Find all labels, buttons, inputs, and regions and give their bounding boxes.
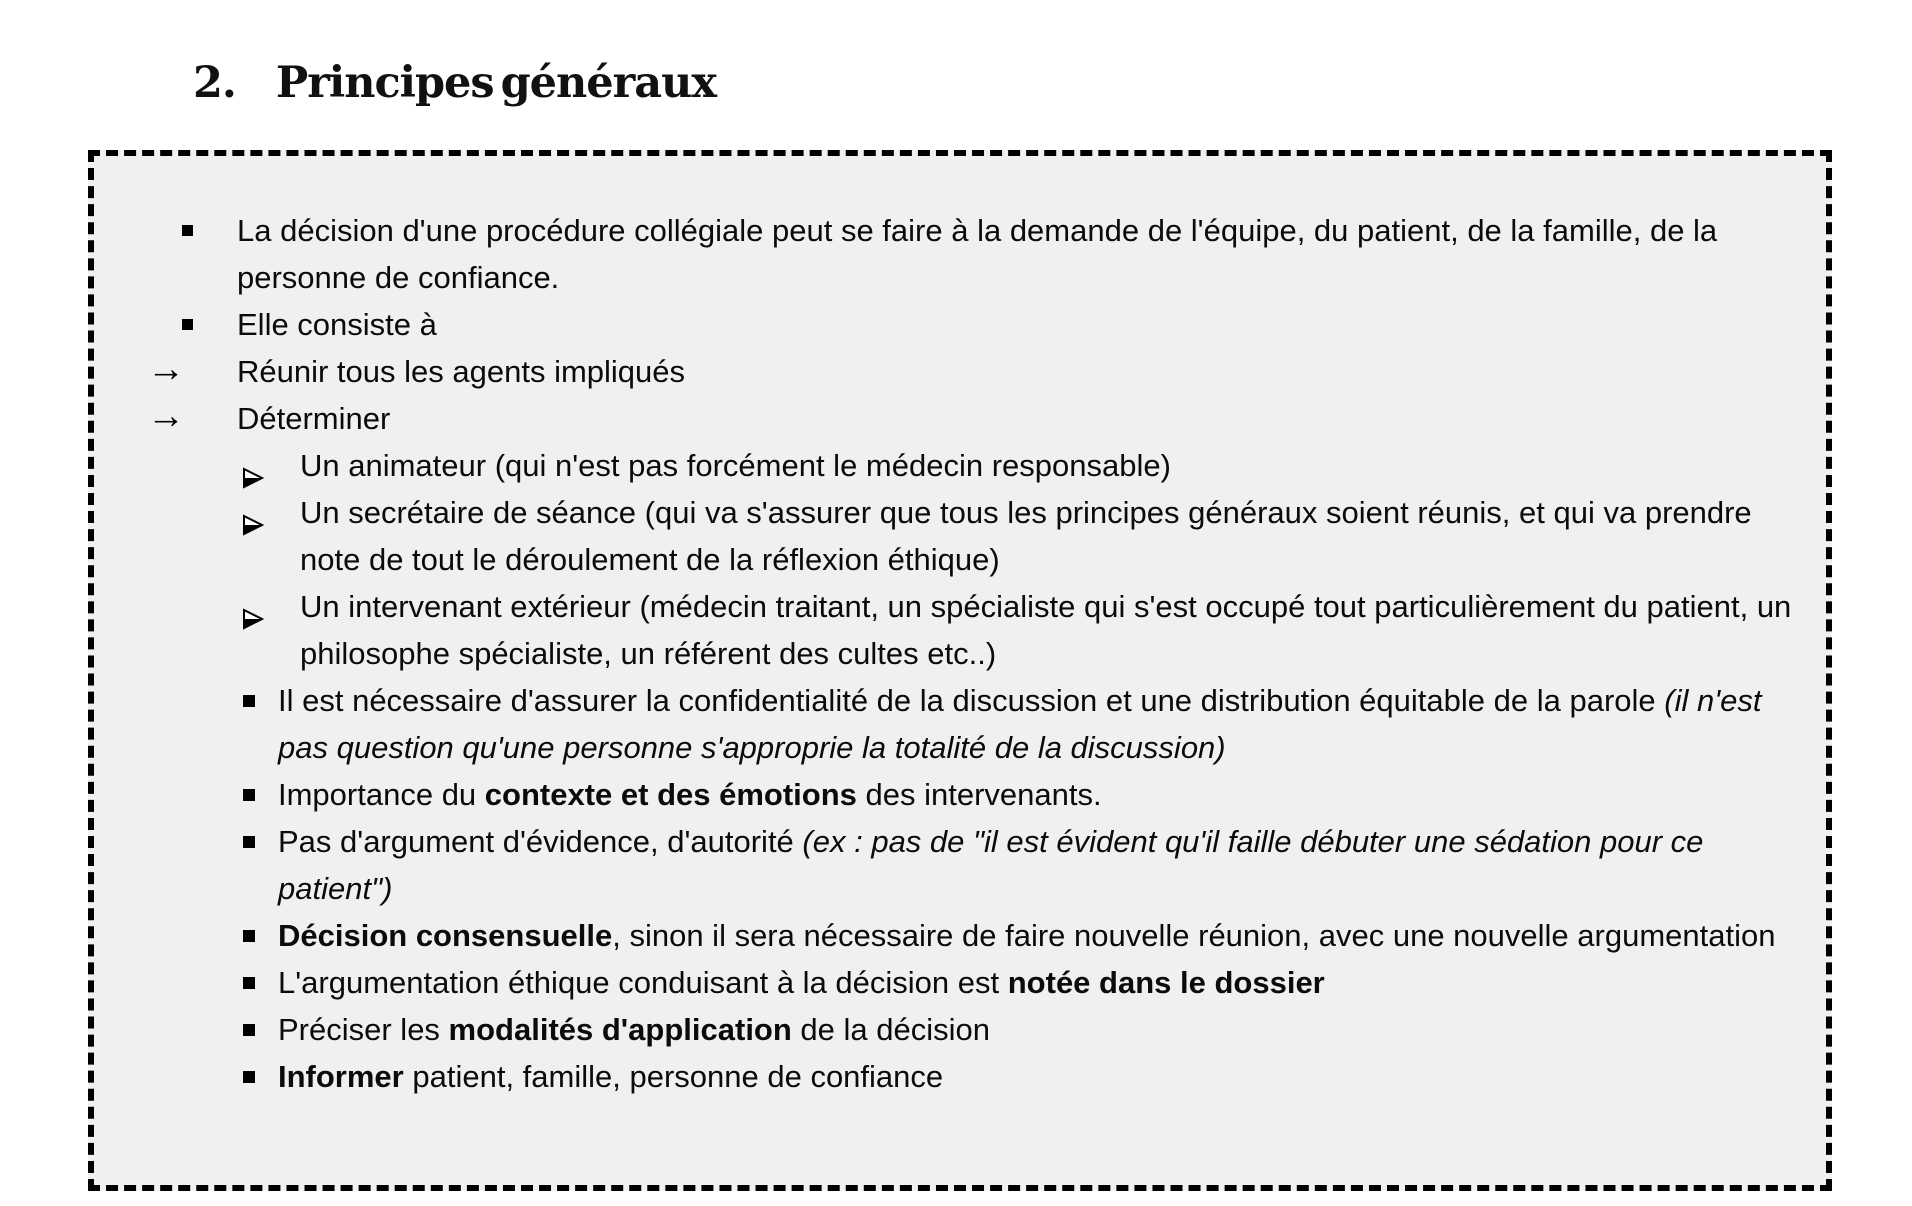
text-run: Un intervenant extérieur (médecin traitant, un spécialiste qui s'est occupé tout particulièrement du patient, un philosophe spécialiste, un référent des cultes etc..) bbox=[300, 589, 1792, 671]
text-run: Pas d'argument d'évidence, d'autorité bbox=[278, 824, 803, 859]
text-run: Informer bbox=[278, 1059, 404, 1094]
right-arrow-icon: → bbox=[147, 395, 185, 437]
outlined-arrowhead-icon bbox=[242, 502, 264, 524]
text-run: Décision consensuelle bbox=[278, 918, 613, 953]
square-bullet-icon bbox=[243, 1071, 255, 1083]
list-item bbox=[94, 583, 1826, 677]
right-arrow-icon: → bbox=[147, 348, 185, 390]
square-bullet-icon bbox=[182, 225, 193, 236]
text-run: Elle consiste à bbox=[237, 307, 437, 342]
list-item bbox=[94, 677, 1826, 771]
text-run: des intervenants. bbox=[856, 777, 1102, 812]
title-text: Principes généraux bbox=[275, 58, 717, 108]
list-item bbox=[94, 442, 1826, 489]
square-bullet-icon bbox=[243, 930, 255, 942]
text-run: La décision d'une procédure collégiale peut se faire à la demande de l'équipe, du patient, de la famille, de la personne de confiance. bbox=[237, 213, 1718, 295]
text-run: de la décision bbox=[791, 1012, 990, 1047]
text-run: contexte et des émotions bbox=[484, 777, 857, 812]
principles-list bbox=[94, 207, 1826, 1100]
list-item bbox=[94, 959, 1826, 1006]
list-item bbox=[94, 912, 1826, 959]
list-item bbox=[94, 489, 1826, 583]
list-item bbox=[94, 1053, 1826, 1100]
text-run: (ex : pas de "il est évident qu'il faille débuter une sédation pour ce patient") bbox=[278, 824, 1704, 906]
list-item bbox=[94, 395, 1826, 442]
text-run: , sinon il sera nécessaire de faire nouvelle réunion, avec une nouvelle argumentation bbox=[612, 918, 1776, 953]
list-item bbox=[94, 1006, 1826, 1053]
list-item bbox=[94, 818, 1826, 912]
title-number: 2. bbox=[193, 58, 236, 108]
outlined-arrowhead-icon bbox=[242, 455, 264, 477]
text-run: Préciser les bbox=[278, 1012, 449, 1047]
text-run: Importance du bbox=[278, 777, 485, 812]
text-run: patient, famille, personne de confiance bbox=[403, 1059, 944, 1094]
square-bullet-icon bbox=[243, 789, 255, 801]
text-run: notée dans le dossier bbox=[1007, 965, 1325, 1000]
square-bullet-icon bbox=[243, 977, 255, 989]
text-run: modalités d'application bbox=[448, 1012, 792, 1047]
square-bullet-icon bbox=[243, 695, 255, 707]
text-run: Déterminer bbox=[237, 401, 391, 436]
text-run: Réunir tous les agents impliqués bbox=[237, 354, 686, 389]
list-item bbox=[94, 348, 1826, 395]
page-title bbox=[193, 58, 716, 108]
text-run: (il n'est pas question qu'une personne s'approprie la totalité de la discussion) bbox=[278, 683, 1762, 765]
square-bullet-icon bbox=[182, 319, 193, 330]
principles-box bbox=[88, 150, 1832, 1191]
text-run: Un secrétaire de séance (qui va s'assurer que tous les principes généraux soient réunis, et qui va prendre note de tout le déroulement de la réflexion éthique) bbox=[300, 495, 1752, 577]
list-item bbox=[94, 771, 1826, 818]
list-item bbox=[94, 207, 1826, 301]
list-item bbox=[94, 301, 1826, 348]
outlined-arrowhead-icon bbox=[242, 596, 264, 618]
text-run: L'argumentation éthique conduisant à la décision est bbox=[278, 965, 1008, 1000]
square-bullet-icon bbox=[243, 836, 255, 848]
text-run: Un animateur (qui n'est pas forcément le médecin responsable) bbox=[300, 448, 1171, 483]
square-bullet-icon bbox=[243, 1024, 255, 1036]
text-run: Il est nécessaire d'assurer la confidentialité de la discussion et une distribution équitable de la parole bbox=[278, 683, 1665, 718]
